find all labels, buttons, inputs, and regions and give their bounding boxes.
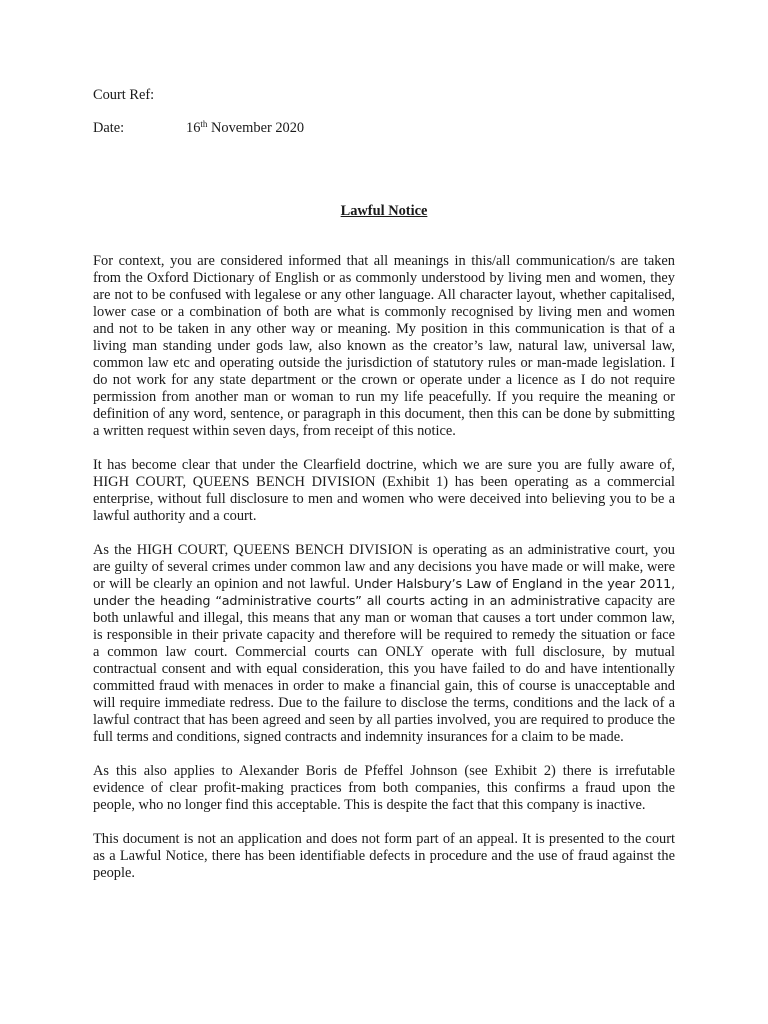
paragraph-clearfield: It has become clear that under the Clearfield doctrine, which we are sure you are fully aware of, HIGH COURT, QUEENS BENCH DIVISION (Exhibit 1) has been operating as a commercial enterprise, without full disclosure to men and women who were deceived into believing you to be a lawful authority and a court.	[93, 457, 675, 524]
date-suffix: th	[200, 119, 208, 129]
date-rest: November 2020	[207, 120, 305, 136]
paragraph-closing: This document is not an application and does not form part of an appeal. It is presented to the court as a Lawful Notice, there has been identifiable defects in procedure and the use of fraud against the people.	[93, 831, 675, 881]
paragraph-halsbury-quote: Under Halsbury’s Law of England in the year 2011, under the heading “administrative courts” all courts acting in an administrative	[93, 577, 675, 609]
paragraph-administrative-court-end: capacity are both unlawful and illegal, this means that any man or woman that causes a tort under common law, is responsible in their private capacity and therefore will be required to remedy the situation or face a common law court. Commercial courts can ONLY operate with full disclosure, by mutual contractual consent and with equal consideration, this you have failed to do and have intentionally committed fraud with menaces in order to make a financial gain, this of course is unacceptable and will require immediate redress. Due to the failure to disclose the terms, conditions and the lack of a lawful contract that has been agreed and seen by all parties involved, you are required to produce the full terms and conditions, signed contracts and indemnity insurances for a claim to be made.	[93, 593, 676, 745]
date-value	[186, 120, 304, 137]
date-day: 16	[186, 120, 201, 136]
paragraph-administrative-court-start: As the HIGH COURT, QUEENS BENCH DIVISION is operating as an administrative court, you are guilty of several crimes under common law and any decisions you have made or will make, were or will be clearly an opinion and not lawful.	[93, 542, 675, 592]
paragraph-administrative-court	[93, 542, 675, 746]
date-row	[93, 120, 675, 137]
court-ref: Court Ref:	[93, 87, 155, 103]
paragraph-johnson: As this also applies to Alexander Boris de Pfeffel Johnson (see Exhibit 2) there is irrefutable evidence of clear profit-making practices from both companies, this confirms a fraud upon the people, who no longer find this acceptable. This is despite the fact that this company is inactive.	[93, 763, 675, 813]
date-label: Date:	[93, 120, 125, 136]
document-title: Lawful Notice	[340, 203, 428, 219]
paragraph-context: For context, you are considered informed that all meanings in this/all communication/s are taken from the Oxford Dictionary of English or as commonly understood by living men and women, they are not to be confused with legalese or any other language. All character layout, whether capitalised, lower case or a combination of both are what is commonly recognised by living men and women and not to be taken in any other way or meaning. My position in this communication is that of a living man standing under gods law, also known as the creator’s law, natural law, universal law, common law etc and operating outside the jurisdiction of statutory rules or man-made legislation. I do not work for any state department or the crown or operate under a licence as I do not require permission from another man or woman to run my life peacefully. If you require the meaning or definition of any word, sentence, or paragraph in this document, then this can be done by submitting a written request within seven days, from receipt of this notice.	[93, 253, 675, 439]
